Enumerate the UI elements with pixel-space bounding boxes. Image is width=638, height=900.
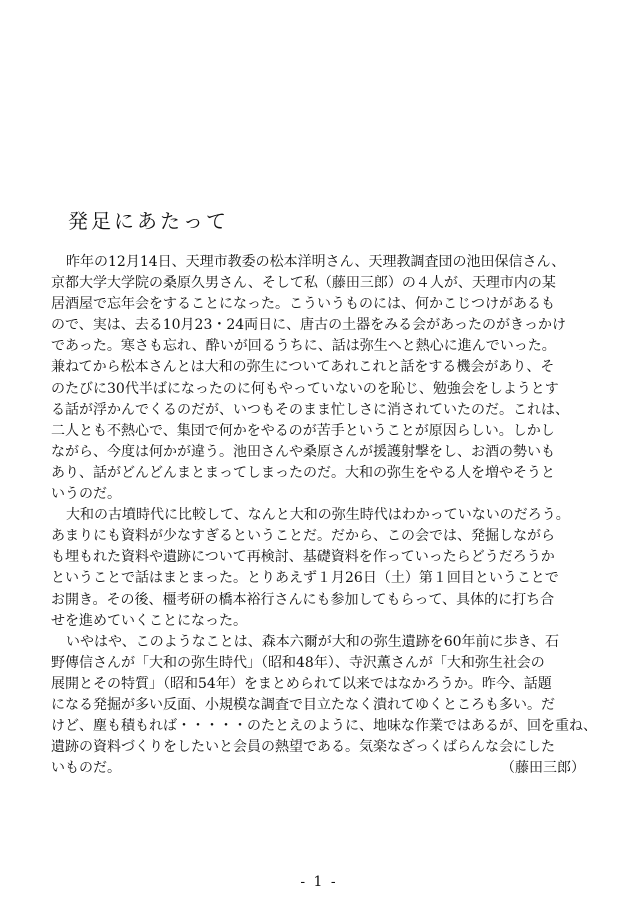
paragraph-line: 兼ねてから松本さんとは大和の弥生についてあれこれと話をする機会があり、そ bbox=[51, 359, 555, 376]
paragraph-line: 大和の古墳時代に比較して、なんと大和の弥生時代はわかっていないのだろう。 bbox=[66, 507, 570, 524]
article-title: 発足にあたって bbox=[68, 209, 229, 233]
author-signature: （藤田三郎） bbox=[501, 760, 585, 777]
paragraph-line: けど、塵も積もれば・・・・・のたとえのように、地味な作業ではあるが、回を重ね、 bbox=[51, 718, 597, 735]
paragraph-line-final bbox=[51, 758, 597, 779]
paragraph-line: 野傳信さんが「大和の弥生時代」（昭和48年）、寺沢薫さんが「大和弥生社会の bbox=[51, 654, 545, 671]
article-body bbox=[51, 252, 597, 779]
paragraph-line: 二人とも不熱心で、集団で何かをやるのが苦手ということが原因らしい。しかし bbox=[51, 422, 555, 439]
paragraph-line: になる発掘が多い反面、小規模な調査で目立たなく潰れてゆくところも多い。だ bbox=[51, 696, 555, 713]
paragraph-line: いやはや、このようなことは、森本六爾が大和の弥生遺跡を60年前に歩き、石 bbox=[66, 633, 559, 650]
paragraph-line: のたびに30代半ばになったのに何もやっていないのを恥じ、勉強会をしようとす bbox=[51, 380, 559, 397]
paragraph-line: ながら、今度は何かが違う。池田さんや桑原さんが援護射撃をし、お酒の勢いも bbox=[51, 443, 555, 460]
paragraph-line: 遺跡の資料づくりをしたいと会員の熱望である。気楽なざっくばらんな会にした bbox=[51, 739, 555, 756]
paragraph-line-text: いものだ。 bbox=[51, 760, 121, 777]
paragraph-line: あまりにも資料が少なすぎるということだ。だから、この会では、発掘しながら bbox=[51, 528, 555, 545]
paragraph-line: も埋もれた資料や遺跡について再検討、基礎資料を作っていったらどうだろうか bbox=[51, 549, 555, 566]
page-number: - 1 - bbox=[300, 874, 338, 890]
paragraph-line: 昨年の12月14日、天理市教委の松本洋明さん、天理教調査団の池田保信さん、 bbox=[66, 254, 566, 270]
paragraph-line: せを進めていくことになった。 bbox=[51, 612, 247, 629]
paragraph-line: 展開とその特質」（昭和54年）をまとめられて以来ではなかろうか。昨今、話題 bbox=[51, 675, 552, 692]
paragraph-line: いうのだ。 bbox=[51, 486, 121, 503]
paragraph-line: あり、話がどんどんまとまってしまったのだ。大和の弥生をやる人を増やそうと bbox=[51, 464, 555, 481]
paragraph-line: る話が浮かんでくるのだが、いつもそのまま忙しさに消されていたのだ。これは、 bbox=[51, 401, 569, 418]
paragraph-line: ということで話はまとまった。とりあえず１月26日（土）第１回目ということで bbox=[51, 570, 559, 587]
paragraph-line: お開き。その後、橿考研の橋本裕行さんにも参加してもらって、具体的に打ち合 bbox=[51, 591, 555, 608]
paragraph-line: であった。寒さも忘れ、酔いが回るうちに、話は弥生へと熱心に進んでいった。 bbox=[51, 338, 556, 355]
paragraph-line: 京都大学大学院の桑原久男さん、そして私（藤田三郎）の４人が、天理市内の某 bbox=[51, 275, 556, 292]
paragraph-line: ので、実は、去る10月23・24両日に、唐古の土器をみる会があったのがきっかけ bbox=[51, 317, 567, 334]
paragraph-line: 居酒屋で忘年会をすることになった。こういうものには、何かこじつけがあるも bbox=[51, 296, 555, 313]
